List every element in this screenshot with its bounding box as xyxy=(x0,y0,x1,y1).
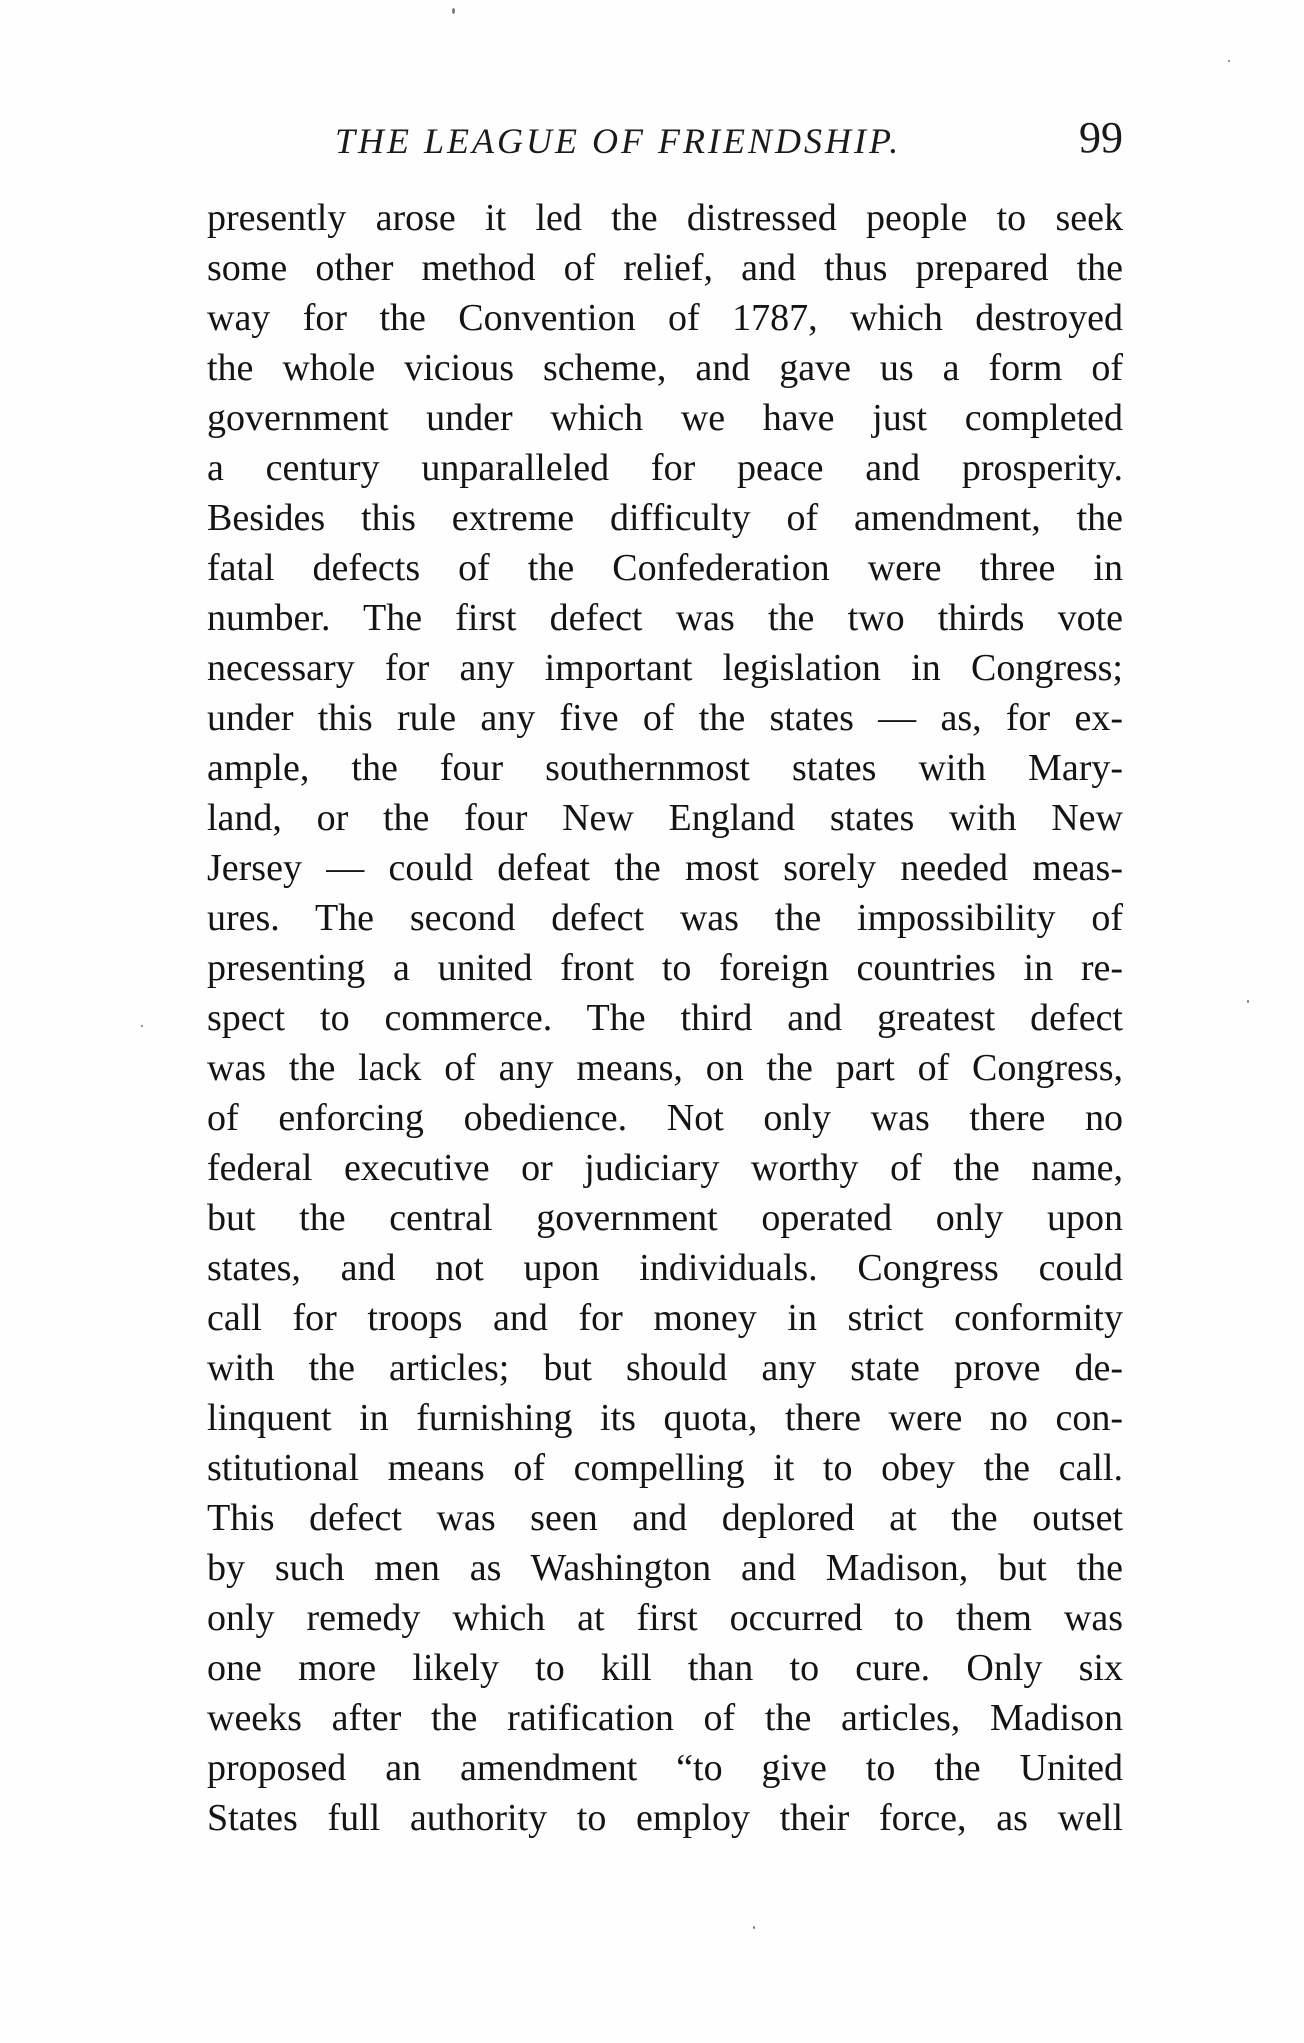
text-line: stitutional means of compelling it to obey the call. xyxy=(207,1447,1123,1489)
text-line: proposed an amendment “to give to the United xyxy=(207,1747,1123,1789)
text-line: under this rule any five of the states — as, for ex- xyxy=(207,697,1123,739)
text-line: linquent in furnishing its quota, there were no con- xyxy=(207,1397,1123,1439)
text-line: of enforcing obedience. Not only was there no xyxy=(207,1097,1123,1139)
text-line: land, or the four New England states with New xyxy=(207,797,1123,839)
text-line: This defect was seen and deplored at the outset xyxy=(207,1497,1123,1539)
print-speck xyxy=(141,1025,143,1027)
text-line: by such men as Washington and Madison, but the xyxy=(207,1547,1123,1589)
text-line: but the central government operated only upon xyxy=(207,1197,1123,1239)
page-number: 99 xyxy=(1079,113,1123,162)
text-line: call for troops and for money in strict conformity xyxy=(207,1297,1123,1339)
running-title: THE LEAGUE OF FRIENDSHIP. xyxy=(335,121,902,161)
text-line: States full authority to employ their force, as well xyxy=(207,1797,1123,1839)
text-line: government under which we have just completed xyxy=(207,397,1123,439)
body-text xyxy=(207,193,1123,1843)
text-line: federal executive or judiciary worthy of the name, xyxy=(207,1147,1123,1189)
text-line: fatal defects of the Confederation were three in xyxy=(207,547,1123,589)
text-line: one more likely to kill than to cure. Only six xyxy=(207,1647,1123,1689)
text-line: ample, the four southernmost states with Mary- xyxy=(207,747,1123,789)
text-line: some other method of relief, and thus prepared the xyxy=(207,247,1123,289)
text-line: Jersey — could defeat the most sorely needed meas- xyxy=(207,847,1123,889)
text-line: was the lack of any means, on the part of Congress, xyxy=(207,1047,1123,1089)
text-line: the whole vicious scheme, and gave us a form of xyxy=(207,347,1123,389)
text-line: Besides this extreme difficulty of amendment, the xyxy=(207,497,1123,539)
text-line: ures. The second defect was the impossibility of xyxy=(207,897,1123,939)
text-line: weeks after the ratification of the articles, Madison xyxy=(207,1697,1123,1739)
print-speck xyxy=(1228,60,1230,62)
text-line: presenting a united front to foreign countries in re- xyxy=(207,947,1123,989)
text-line: number. The first defect was the two thirds vote xyxy=(207,597,1123,639)
text-line: states, and not upon individuals. Congress could xyxy=(207,1247,1123,1289)
text-line: a century unparalleled for peace and prosperity. xyxy=(207,447,1123,489)
page-header xyxy=(205,112,1123,172)
text-line: necessary for any important legislation in Congress; xyxy=(207,647,1123,689)
text-line: way for the Convention of 1787, which destroyed xyxy=(207,297,1123,339)
print-speck xyxy=(1247,1000,1249,1003)
text-line: with the articles; but should any state prove de- xyxy=(207,1347,1123,1389)
text-line: presently arose it led the distressed people to seek xyxy=(207,197,1123,239)
print-speck xyxy=(452,8,455,14)
text-line: only remedy which at first occurred to them was xyxy=(207,1597,1123,1639)
print-speck xyxy=(753,1926,755,1929)
text-line: spect to commerce. The third and greatest defect xyxy=(207,997,1123,1039)
